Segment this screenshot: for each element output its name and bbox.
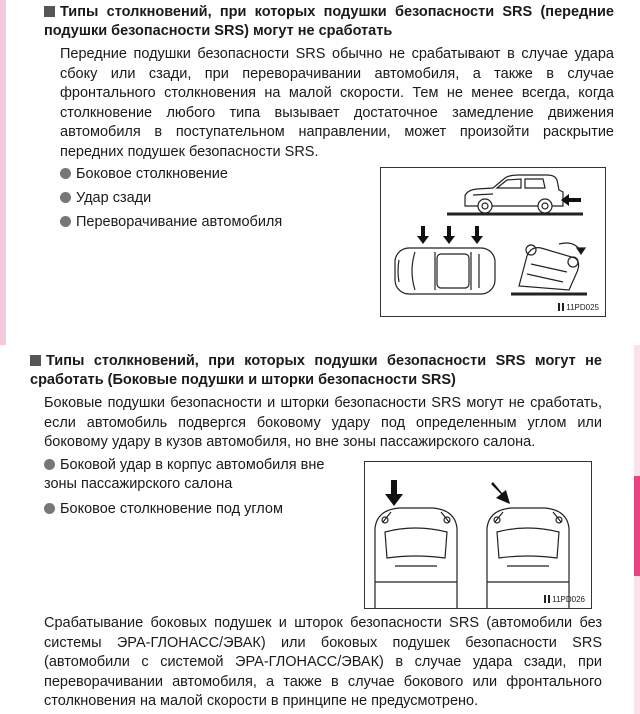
figure-code: 11PD026 — [544, 595, 585, 604]
margin-accent-bar — [0, 0, 6, 345]
car-side-view-icon — [447, 175, 583, 214]
impact-arrow-angled-icon — [491, 482, 510, 504]
bullet-icon — [44, 503, 55, 514]
car-front-view-icon — [375, 508, 457, 608]
section-paragraph: Передние подушки безопасности SRS обычно не срабатывают в случае удара сбоку или сзади, при переворачивании автомобиля, а также в случае фронтального столкновения на малой скорости. Тем не менее всегда, когда столкновение любого типа вызывает достаточное замедление движения автомобиля в поступательном направлении, может произойти раскрытие передних подушек безопасности SRS. — [60, 46, 614, 160]
impact-arrow-icon — [561, 194, 581, 206]
impact-arrow-icon — [385, 480, 403, 506]
section-paragraph: Боковые подушки безопасности и шторки безопасности SRS могут не сработать, если автомобиль подвергся боковому удару под определенным углом или боковому удару в кузов автомобиля, но вне зоны пассажирского салона. — [44, 395, 602, 450]
car-top-view-icon — [395, 248, 495, 294]
bullet-icon — [60, 216, 71, 227]
list-item: Боковой удар в корпус автомобиля вне зоны пассажирского салона — [44, 457, 325, 492]
side-collision-illustration — [365, 462, 591, 608]
car-rollover-icon — [511, 243, 587, 294]
car-front-view-icon-2 — [487, 508, 569, 608]
list-item: Боковое столкновение под углом — [44, 500, 283, 519]
footer-paragraph: Срабатывание боковых подушек и шторок безопасности SRS (автомобили без системы ЭРА-ГЛОНАСС/ЭВАК) или боковых подушек безопасности SRS (автомобили с системой ЭРА-ГЛОНАСС/ЭВАК) в случае удара сзади, при переворачивании автомобиля, а также в случае бокового или фронтального столкновения на малой скорости в принципе не предусмотрено. — [44, 615, 602, 709]
list-item: Переворачивание автомобиля — [60, 213, 282, 232]
bullet-icon — [44, 459, 55, 470]
list-item: Удар сзади — [60, 189, 151, 208]
impact-arrows-group — [417, 226, 483, 244]
figure-frontal-collisions — [380, 167, 606, 317]
chapter-tab — [634, 476, 640, 576]
section-side-airbags — [30, 352, 602, 453]
bullet-icon — [60, 168, 71, 179]
figure-side-collisions — [364, 461, 592, 609]
section-heading: Типы столкновений, при которых подушки безопасности SRS могут не сработать (Боковые подушки и шторки безопасности SRS) — [30, 353, 602, 388]
section-frontal-airbags — [44, 3, 614, 162]
section-heading: Типы столкновений, при которых подушки безопасности SRS (передние подушки безопасности SRS) могут не сработать — [44, 4, 614, 39]
square-bullet-icon — [30, 355, 41, 366]
bullet-icon — [60, 192, 71, 203]
figure-code: 11PD025 — [558, 303, 599, 312]
collision-illustration — [381, 168, 605, 316]
list-item: Боковое столкновение — [60, 165, 228, 184]
square-bullet-icon — [44, 6, 55, 17]
